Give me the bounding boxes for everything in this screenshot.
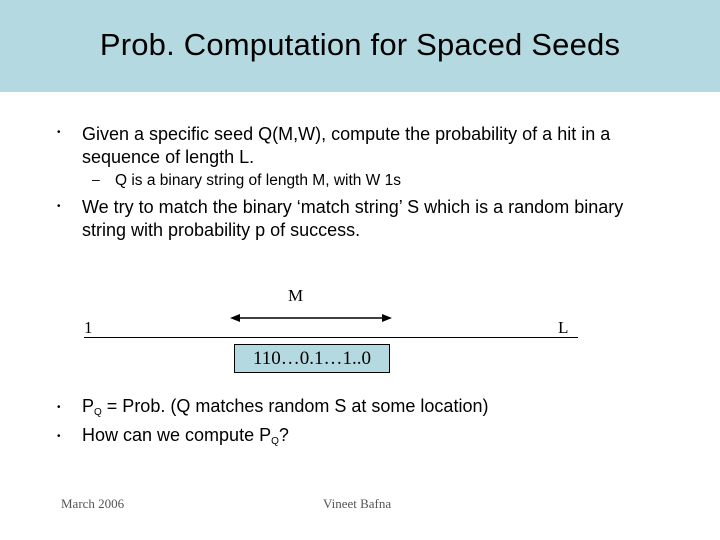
footer-date: March 2006 [61, 496, 125, 511]
position-label-1: 1 [84, 318, 93, 337]
footer-author: Vineet Bafna [323, 496, 392, 511]
sub-bullet-marker: – [92, 171, 100, 187]
double-arrow-icon [228, 310, 398, 326]
bullet-text-1: Given a specific seed Q(M,W), compute the probability of a hit in a sequence of length L. [82, 124, 611, 167]
bullet-marker: • [57, 127, 61, 138]
match-string-box: 110…0.1…1..0 [234, 344, 390, 373]
bullet-marker: • [57, 431, 61, 442]
bullet-marker: • [57, 201, 61, 212]
bullet-text-2: We try to match the binary ‘match string’ S which is a random binary string with probability p of success. [82, 197, 624, 240]
bullet-text-3: $P_Q$ = Prob. (Q matches random S at some location) [82, 396, 489, 418]
position-label-l: L [558, 318, 569, 337]
bullet-marker: • [57, 402, 61, 413]
sub-bullet-text-1: Q is a binary string of length M, with W 1s [115, 172, 401, 189]
bullet-text-4: How can we compute $P_Q$? [82, 425, 289, 447]
length-label-m: M [288, 286, 304, 305]
sequence-line [84, 337, 578, 338]
slide-title: Prob. Computation for Spaced Seeds [99, 27, 621, 62]
